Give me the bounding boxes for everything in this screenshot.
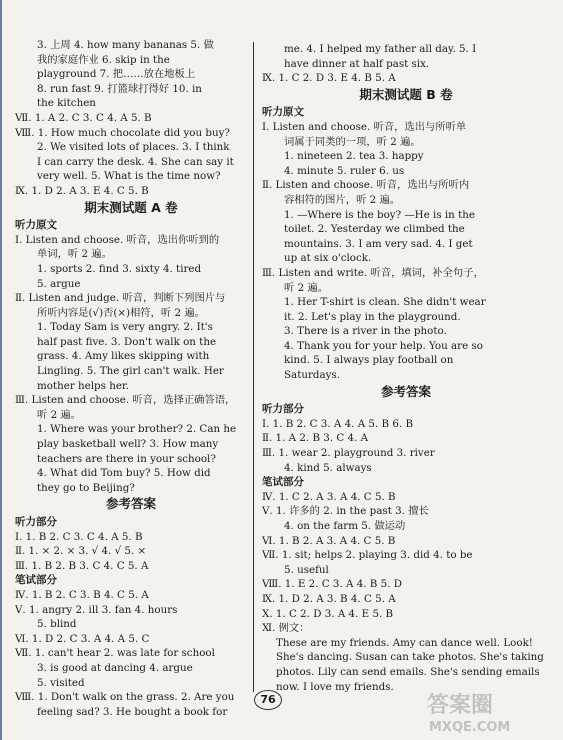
text-line: have dinner at half past six. xyxy=(284,57,430,70)
text-line: 1. Where was your brother? 2. Can he xyxy=(37,423,237,436)
text-line: Ⅲ. 1. wear 2. playground 3. river xyxy=(262,447,435,460)
text-line: 3. 上周 4. how many bananas 5. 做 xyxy=(37,39,214,51)
svg-text:答案圈: 答案圈 xyxy=(427,693,494,718)
text-line: Ⅲ. Listen and write. 听音，填词，补全句子， xyxy=(262,266,484,279)
watermark-logo xyxy=(423,686,553,736)
section-subtitle: 听力部分 xyxy=(262,403,304,416)
text-line: 1. Her T-shirt is clean. She didn't wear xyxy=(284,296,486,309)
section-title: 期末测试题 B 卷 xyxy=(359,86,453,102)
text-line: Ⅱ. 1. A 2. B 3. C 4. A xyxy=(262,432,369,445)
text-line: Ⅸ. 1. D 2. A 3. B 4. C 5. A xyxy=(262,592,396,605)
text-line: Ⅹ. 1. C 2. D 3. A 4. E 5. B xyxy=(262,607,394,620)
text-line: Ⅶ. 1. A 2. C 3. C 4. A 5. B xyxy=(15,111,152,124)
text-line: toilet. 2. Yesterday we climbed the xyxy=(284,223,465,236)
svg-text:MXQE.COM: MXQE.COM xyxy=(429,720,511,735)
text-line: 容相符的图片，听 2 遍。 xyxy=(284,193,401,206)
section-title: 参考答案 xyxy=(105,496,156,512)
text-line: 1. sports 2. find 3. sixty 4. tired xyxy=(37,262,202,275)
text-line: Ⅱ. Listen and judge. 听音，判断下列图片与 xyxy=(15,292,226,305)
text-line: 5. blind xyxy=(37,618,77,631)
text-line: mountains. 3. I am very sad. 4. I get xyxy=(284,237,473,250)
text-line: I can carry the desk. 4. She can say it xyxy=(37,155,234,168)
section-subtitle: 听力部分 xyxy=(15,516,57,528)
text-line: Ⅰ. 1. B 2. C 3. C 4. A 5. B xyxy=(15,530,143,543)
text-line: Ⅵ. 1. B 2. A 3. A 4. C 5. B xyxy=(262,534,396,547)
text-line: 2. We visited lots of places. 3. I think xyxy=(37,141,230,154)
text-line: Ⅳ. 1. C 2. A 3. A 4. C 5. B xyxy=(262,490,396,503)
section-subtitle: 笔试部分 xyxy=(262,476,304,489)
text-line: playground 7. 把……放在地板上 xyxy=(37,68,196,81)
text-line: Ⅳ. 1. B 2. C 3. B 4. C 5. A xyxy=(15,588,149,601)
left-column xyxy=(15,38,247,719)
column-divider xyxy=(253,42,254,692)
text-line: Ⅶ. 1. sit; helps 2. playing 3. did 4. to be xyxy=(262,549,473,562)
text-line: grass. 4. Amy likes skipping with xyxy=(37,350,210,363)
text-line: they go to Beijing? xyxy=(37,481,135,494)
text-line: Ⅰ. Listen and choose. 听音，选出你听到的 xyxy=(15,233,220,246)
text-line: the kitchen xyxy=(37,97,96,110)
text-line: 4. minute 5. ruler 6. us xyxy=(284,164,405,177)
text-line: Saturdays. xyxy=(284,369,340,382)
text-line: Ⅰ. Listen and choose. 听音，选出与所听单 xyxy=(262,120,467,133)
text-line: 8. run fast 9. 打篮球打得好 10. in xyxy=(37,82,202,95)
text-line: 我的家庭作业 6. skip in the xyxy=(37,53,170,66)
section-subtitle: 听力原文 xyxy=(15,219,57,232)
text-line: Ⅸ. 1. C 2. D 3. E 4. B 5. A xyxy=(262,72,396,85)
section-title: 参考答案 xyxy=(380,383,431,399)
text-line: Lingling. 5. The girl can't walk. Her xyxy=(37,365,224,378)
text-line: 1. —Where is the boy? —He is in the xyxy=(284,208,475,221)
text-line: 听 2 遍。 xyxy=(284,281,328,294)
text-line: 4. on the farm 5. 做运动 xyxy=(284,520,406,532)
model-essay: These are my friends. Amy can dance well. Look! She's dancing. Susan can take photos. She's taking photos. Lily can send emails. She's sending emails now. I love my friends. xyxy=(276,636,544,693)
text-line: Ⅶ. 1. can't hear 2. was late for school xyxy=(15,647,215,660)
text-line: 4. What did Tom buy? 5. How did xyxy=(37,467,211,480)
text-line: Ⅵ. 1. D 2. C 3. A 4. A 5. C xyxy=(15,632,150,645)
text-line: mother helps her. xyxy=(37,379,129,392)
text-line: it. 2. Let's play in the playground. xyxy=(284,310,461,323)
text-line: 3. There is a river in the photo. xyxy=(284,325,447,338)
text-line: play basketball well? 3. How many xyxy=(37,438,219,451)
text-line: 听 2 遍。 xyxy=(37,408,81,421)
text-line: Ⅱ. 1. × 2. × 3. √ 4. √ 5. × xyxy=(15,545,147,558)
text-line: 词属于同类的一项，听 2 遍。 xyxy=(284,135,421,148)
text-line: 1. Today Sam is very angry. 2. It's xyxy=(37,321,213,334)
right-column xyxy=(262,42,550,694)
text-line: kind. 5. I always play football on xyxy=(284,354,454,367)
text-line: 4. Thank you for your help. You are so xyxy=(284,339,483,352)
text-line: Ⅸ. 1. D 2. A 3. E 4. C 5. B xyxy=(15,184,149,197)
text-line: Ⅲ. 1. B 2. B 3. C 4. C 5. A xyxy=(15,559,149,572)
text-line: Ⅺ. 例文： xyxy=(262,622,310,635)
page-number: 76 xyxy=(254,690,282,710)
text-line: feeling sad? 3. He bought a book for xyxy=(37,705,228,718)
text-line: Ⅴ. 1. 许多的 2. in the past 3. 擅长 xyxy=(262,505,429,518)
text-line: 5. argue xyxy=(37,277,81,290)
text-line: Ⅲ. Listen and choose. 听音，选择正确答语， xyxy=(15,394,236,407)
text-line: 单词，听 2 遍。 xyxy=(37,248,112,261)
text-line: Ⅷ. 1. Don't walk on the grass. 2. Are you xyxy=(15,691,235,704)
right-column-lines xyxy=(262,42,550,636)
text-line: teachers are there in your school? xyxy=(37,452,216,465)
text-line: me. 4. I helped my father all day. 5. I xyxy=(284,43,477,55)
text-line: Ⅷ. 1. How much chocolate did you buy? xyxy=(15,126,230,139)
text-line: very well. 5. What is the time now? xyxy=(37,170,221,183)
text-line: 所听内容是(√)否(×)相符，听 2 遍。 xyxy=(37,306,205,319)
text-line: Ⅴ. 1. angry 2. ill 3. fan 4. hours xyxy=(15,603,178,616)
text-line: 1. nineteen 2. tea 3. happy xyxy=(284,150,424,163)
page-edge xyxy=(0,0,2,740)
text-line: Ⅷ. 1. E 2. C 3. A 4. B 5. D xyxy=(262,578,402,591)
text-line: 5. visited xyxy=(37,676,85,689)
section-subtitle: 听力原文 xyxy=(262,106,304,119)
text-line: 3. is good at dancing 4. argue xyxy=(37,661,193,674)
section-subtitle: 笔试部分 xyxy=(15,574,57,587)
text-line: Ⅰ. 1. B 2. C 3. A 4. A 5. B 6. B xyxy=(262,417,414,430)
section-title: 期末测试题 A 卷 xyxy=(84,199,178,215)
text-line: up at six o'clock. xyxy=(284,252,372,265)
text-line: 4. kind 5. always xyxy=(284,461,372,474)
text-line: half past five. 3. Don't walk on the xyxy=(37,335,217,348)
text-line: Ⅱ. Listen and choose. 听音，选出与所听内 xyxy=(262,179,470,192)
text-line: 5. useful xyxy=(284,563,329,576)
